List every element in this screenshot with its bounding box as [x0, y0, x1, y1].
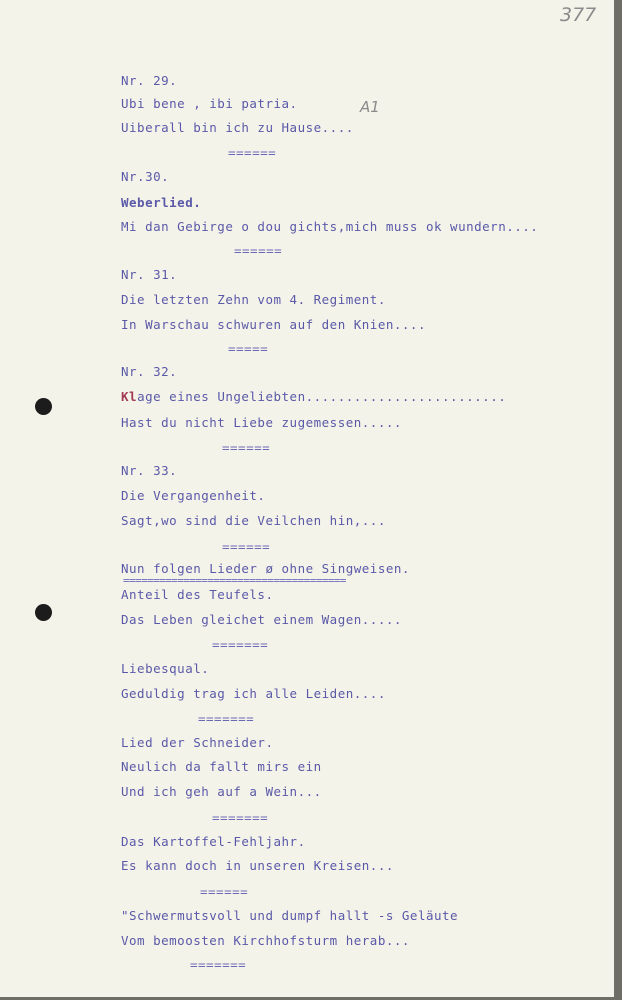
entry-title: Die Vergangenheit.	[121, 488, 266, 503]
song-incipit: Geduldig trag ich alle Leiden....	[121, 686, 386, 701]
margin-mark: A1	[360, 98, 380, 116]
separator: =======	[198, 711, 255, 726]
separator: ======	[222, 539, 271, 554]
entry-title	[121, 389, 506, 405]
entry-number: Nr. 33.	[121, 463, 178, 478]
separator: ======	[234, 243, 283, 258]
entry-number: Nr. 29.	[121, 73, 178, 88]
song-title: Anteil des Teufels.	[121, 587, 274, 602]
entry-number: Nr. 32.	[121, 364, 178, 379]
song-incipit: Es kann doch in unseren Kreisen...	[121, 858, 394, 873]
separator: ======	[222, 440, 271, 455]
song-title: "Schwermutsvoll und dumpf hallt -s Geläute	[121, 908, 459, 923]
entry-number: Nr.30.	[121, 169, 170, 184]
song-incipit-line2: Und ich geh auf a Wein...	[121, 784, 322, 799]
entry-incipit: Hast du nicht Liebe zugemessen.....	[121, 415, 402, 430]
separator: =======	[212, 637, 269, 652]
song-title: Liebesqual.	[121, 661, 210, 676]
separator: ======	[228, 145, 277, 160]
song-title: Lied der Schneider.	[121, 735, 274, 750]
page-edge	[614, 0, 622, 1000]
punch-hole-bottom	[35, 604, 52, 621]
song-incipit: Neulich da fallt mirs ein	[121, 759, 322, 774]
song-title: Das Kartoffel-Fehljahr.	[121, 834, 306, 849]
section-underline: =====================================	[123, 574, 346, 587]
separator: ======	[200, 884, 249, 899]
entry-incipit: In Warschau schwuren auf den Knien....	[121, 317, 426, 332]
entry-number: Nr. 31.	[121, 267, 178, 282]
entry-incipit: Uiberall bin ich zu Hause....	[121, 120, 354, 135]
separator: =======	[190, 957, 247, 972]
song-incipit: Vom bemoosten Kirchhofsturm herab...	[121, 933, 410, 948]
entry-title-rest: age eines Ungeliebten.........................	[137, 389, 507, 404]
entry-title: Weberlied.	[121, 195, 202, 210]
section-heading: Nun folgen Lieder ø ohne Singweisen.	[121, 561, 410, 576]
entry-title: Ubi bene , ibi patria.	[121, 96, 298, 111]
entry-incipit: Mi dan Gebirge o dou gichts,mich muss ok wundern....	[121, 219, 539, 234]
entry-incipit: Sagt,wo sind die Veilchen hin,...	[121, 513, 386, 528]
page-number: 377	[560, 4, 597, 26]
entry-title-red-part: Kl	[121, 389, 138, 404]
separator: =====	[228, 341, 269, 356]
punch-hole-top	[35, 398, 52, 415]
song-incipit: Das Leben gleichet einem Wagen.....	[121, 612, 402, 627]
separator: =======	[212, 810, 269, 825]
entry-title: Die letzten Zehn vom 4. Regiment.	[121, 292, 386, 307]
